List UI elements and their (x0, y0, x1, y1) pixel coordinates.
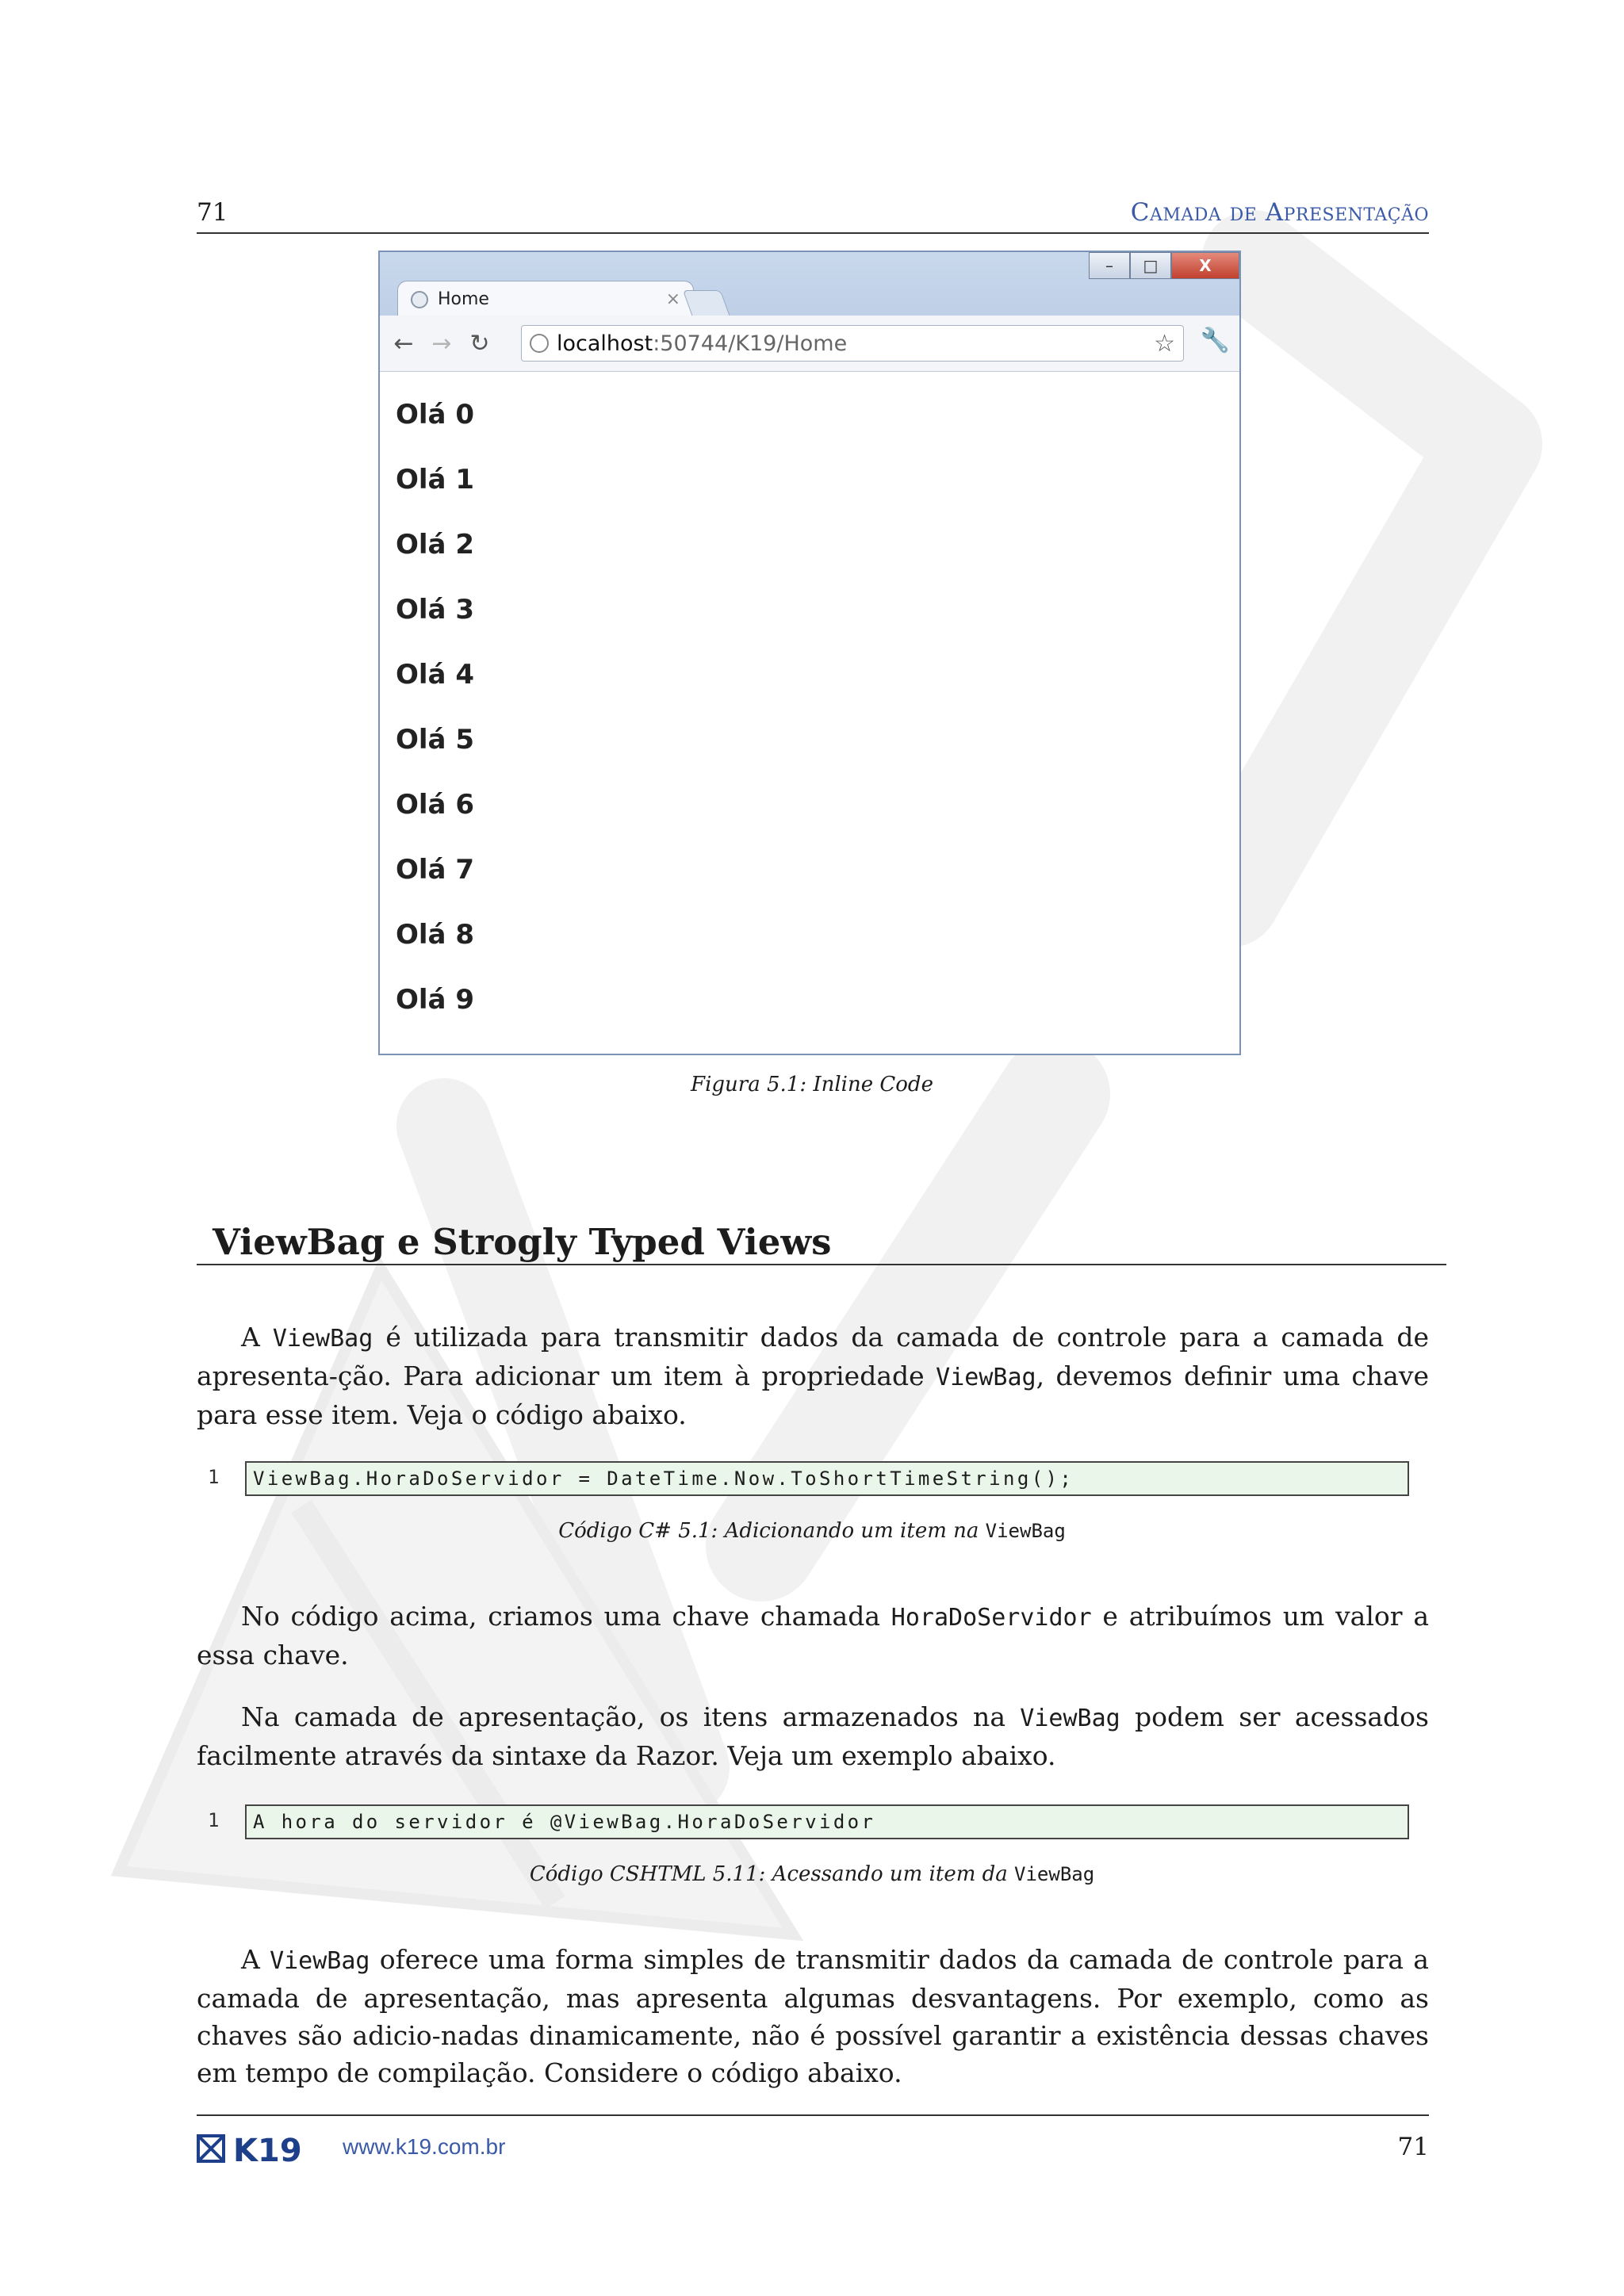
page-icon (530, 334, 549, 353)
caption-text: Código CSHTML 5.11: Acessando um item da (529, 1862, 1015, 1886)
paragraph-4 (197, 1941, 1429, 2091)
paragraph-3 (197, 1698, 1429, 1774)
list-item: Olá 8 (396, 919, 474, 951)
page-number-bottom: 71 (1397, 2133, 1429, 2161)
list-item: Olá 1 (396, 464, 474, 496)
list-item: Olá 9 (396, 984, 474, 1016)
list-item: Olá 0 (396, 399, 474, 430)
code-block-2: A hora do servidor é @ViewBag.HoraDoServidor (245, 1804, 1409, 1839)
paragraph-text: Na camada de apresentação, os itens armazenados na (241, 1701, 1021, 1732)
code-caption-2 (0, 1862, 1624, 1886)
minimize-icon[interactable]: – (1089, 252, 1130, 279)
svg-text:K19: K19 (233, 2133, 302, 2166)
k19-logo (197, 2131, 322, 2166)
paragraph-text: A (241, 1944, 270, 1975)
inline-code: ViewBag (936, 1364, 1036, 1391)
list-item: Olá 7 (396, 854, 474, 886)
paragraph-text: podem ser acessados facilmente através da sintaxe da Razor. Veja um exemplo abaixo. (197, 1701, 1429, 1771)
section-rule (197, 1264, 1446, 1265)
caption-code: ViewBag (1014, 1863, 1095, 1885)
close-window-icon[interactable]: X (1171, 252, 1239, 279)
list-item: Olá 6 (396, 789, 474, 821)
caption-text: Código C# 5.1: Adicionando um item na (558, 1519, 986, 1543)
figure-caption: Figura 5.1: Inline Code (691, 1073, 933, 1096)
code-line-number: 1 (208, 1466, 220, 1488)
browser-toolbar (380, 316, 1239, 372)
reload-icon[interactable]: ↻ (469, 329, 490, 358)
list-item: Olá 5 (396, 724, 474, 756)
tab-label: Home (438, 289, 489, 309)
wrench-icon[interactable]: 🔧 (1200, 327, 1230, 354)
inline-code: ViewBag (270, 1947, 370, 1975)
caption-code: ViewBag (985, 1520, 1066, 1542)
tab-close-icon[interactable]: × (665, 289, 680, 309)
code-caption-1 (0, 1519, 1624, 1543)
browser-screenshot (378, 251, 1241, 1055)
browser-titlebar (380, 252, 1239, 316)
paragraph-2 (197, 1598, 1429, 1674)
list-item: Olá 4 (396, 659, 474, 691)
paragraph-text: oferece uma forma simples de transmitir dados da camada de controle para a camada de apresentação, mas apresenta algumas desvantagens. Por exemplo, como as chaves são adicio-nadas dinamicamente, não é possível garantir a existência dessas chaves em tempo de compilação. Considere o código abaixo. (197, 1944, 1429, 2088)
inline-code: HoraDoServidor (891, 1604, 1092, 1632)
paragraph-text: e atribuímos um valor a essa chave. (197, 1601, 1429, 1670)
paragraph-text: , devemos definir uma chave para esse item. Veja o código abaixo. (197, 1360, 1429, 1430)
paragraph-text: No código acima, criamos uma chave chamada (241, 1601, 891, 1632)
inline-code: ViewBag (1020, 1705, 1120, 1732)
paragraph-text: é utilizada para transmitir dados da camada de controle para a camada de apresenta-ção. Para adicionar um item à propriedade (197, 1322, 1429, 1391)
back-arrow-icon[interactable]: ← (393, 329, 414, 358)
address-bar[interactable] (521, 325, 1184, 362)
paragraph-text: A (241, 1322, 273, 1353)
browser-content (380, 372, 1239, 1054)
maximize-icon[interactable]: □ (1130, 252, 1171, 279)
header-rule (197, 232, 1429, 234)
footer-url[interactable]: www.k19.com.br (343, 2134, 506, 2159)
inline-code: ViewBag (272, 1325, 373, 1353)
browser-tab-home[interactable] (397, 281, 694, 317)
footer-rule (197, 2114, 1429, 2116)
url-path: :50744/K19/Home (653, 331, 848, 356)
globe-icon (411, 291, 428, 308)
forward-arrow-icon[interactable]: → (431, 329, 452, 358)
paragraph-1 (197, 1318, 1429, 1433)
page-number-top: 71 (197, 198, 228, 227)
code-block-1: ViewBag.HoraDoServidor = DateTime.Now.ToShortTimeString(); (245, 1461, 1409, 1496)
code-line-number: 1 (208, 1809, 220, 1831)
list-item: Olá 2 (396, 529, 474, 561)
list-item: Olá 3 (396, 594, 474, 626)
ola-list (396, 399, 474, 1049)
section-heading: ViewBag e Strogly Typed Views (213, 1221, 832, 1263)
bookmark-star-icon[interactable]: ☆ (1154, 329, 1175, 358)
url-host: localhost (557, 331, 653, 356)
chapter-title: Camada de Apresentação (1130, 198, 1429, 227)
window-controls (1089, 252, 1239, 279)
